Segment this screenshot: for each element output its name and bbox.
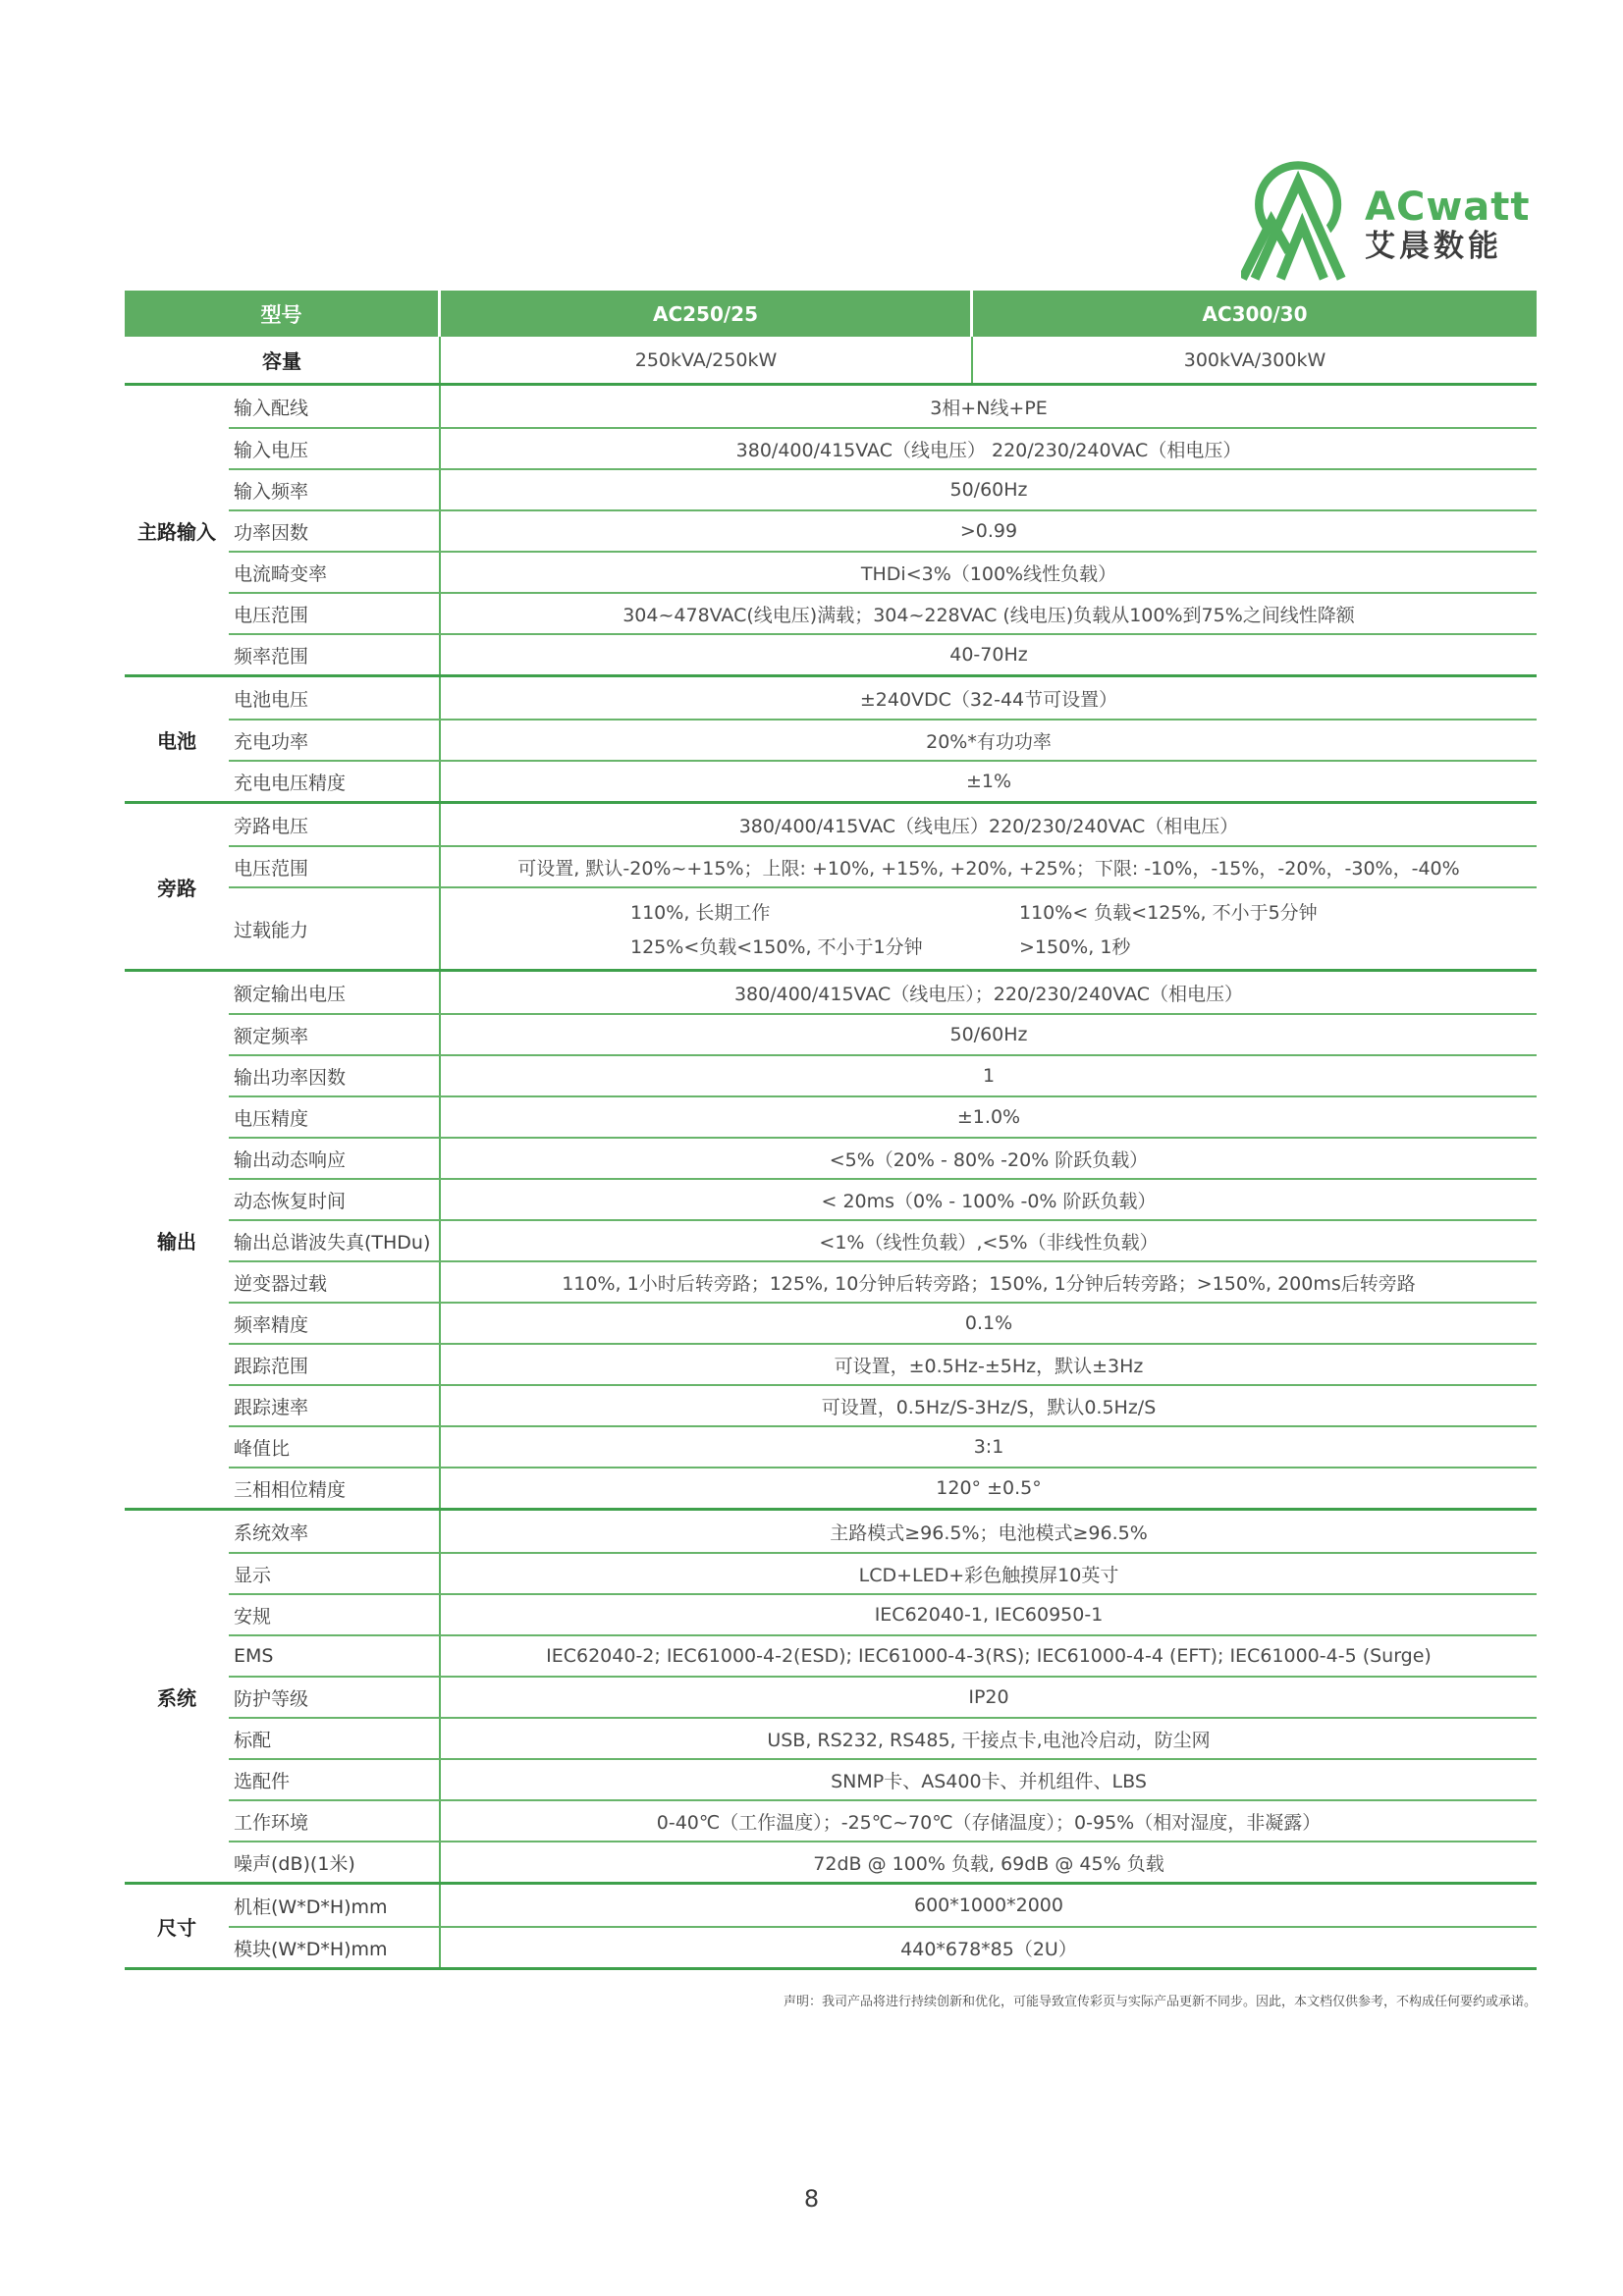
- mountain-circle-logo-icon: [1241, 157, 1351, 283]
- overload-line: >150%, 1秒: [1019, 936, 1131, 958]
- spec-label: 充电功率: [229, 721, 441, 760]
- table-row: [229, 719, 1537, 760]
- spec-label: 防护等级: [229, 1678, 441, 1717]
- page-number: 8: [803, 2185, 820, 2213]
- table-row: [229, 1302, 1537, 1343]
- spec-value: 50/60Hz: [949, 479, 1028, 501]
- group-rows: [229, 804, 1537, 969]
- table-row: [229, 1343, 1537, 1384]
- spec-value: 50/60Hz: [949, 1024, 1028, 1045]
- header-model-label: 型号: [125, 291, 441, 337]
- group-label: 电池: [157, 728, 196, 753]
- spec-value: 0-40℃（工作温度）；-25℃~70℃（存储温度）；0-95%（相对湿度，非凝露）: [656, 1811, 1322, 1834]
- acwatt-logo: [1241, 155, 1531, 285]
- spec-value: 可设置，0.5Hz/S-3Hz/S，默认0.5Hz/S: [821, 1396, 1157, 1418]
- spec-label: 峰值比: [229, 1427, 441, 1467]
- group-rows: [229, 677, 1537, 801]
- spec-value: IP20: [968, 1686, 1009, 1708]
- overload-line: 110%< 负载<125%, 不小于5分钟: [1019, 902, 1318, 924]
- spec-label: 噪声(dB)(1米): [229, 1842, 441, 1882]
- table-row: [229, 386, 1537, 427]
- spec-label: EMS: [229, 1636, 441, 1676]
- group-label: 尺寸: [157, 1915, 196, 1940]
- spec-value: <1%（线性负载）,<5%（非线性负载）: [819, 1231, 1159, 1254]
- logo-text: [1365, 187, 1531, 266]
- table-group: [125, 677, 1537, 804]
- table-row: [229, 1717, 1537, 1758]
- brand-name: ACwatt: [1365, 185, 1531, 230]
- spec-value: 主路模式≥96.5%；电池模式≥96.5%: [830, 1522, 1148, 1544]
- spec-value: 3:1: [973, 1436, 1004, 1458]
- table-row: [229, 592, 1537, 633]
- table-row: [229, 1758, 1537, 1799]
- spec-label: 过载能力: [229, 888, 441, 969]
- spec-value: USB, RS232, RS485, 干接点卡,电池冷启动，防尘网: [767, 1729, 1211, 1751]
- spec-value: ±1.0%: [956, 1106, 1021, 1128]
- group-rows: [229, 1885, 1537, 1967]
- spec-value: SNMP卡、AS400卡、并机组件、LBS: [831, 1770, 1147, 1792]
- group-label: 系统: [157, 1685, 196, 1710]
- spec-value: < 20ms（0% - 100% -0% 阶跃负载）: [821, 1190, 1157, 1212]
- table-row: [229, 1676, 1537, 1717]
- spec-value: 120° ±0.5°: [936, 1477, 1042, 1499]
- spec-value: IEC62040-1, IEC60950-1: [874, 1604, 1104, 1626]
- spec-label: 充电电压精度: [229, 762, 441, 801]
- spec-value: 380/400/415VAC（线电压）；220/230/240VAC（相电压）: [733, 983, 1244, 1005]
- spec-label: 系统效率: [229, 1511, 441, 1552]
- capacity-value-ac250: 250kVA/250kW: [441, 337, 973, 383]
- table-row: [229, 1219, 1537, 1260]
- spec-label: 逆变器过载: [229, 1262, 441, 1302]
- capacity-label: 容量: [125, 337, 441, 383]
- spec-value: 3相+N线+PE: [930, 397, 1048, 419]
- spec-value: <5%（20% - 80% -20% 阶跃负载）: [829, 1148, 1149, 1171]
- spec-value: 380/400/415VAC（线电压） 220/230/240VAC（相电压）: [735, 439, 1242, 461]
- spec-value: 可设置，±0.5Hz-±5Hz，默认±3Hz: [834, 1355, 1144, 1377]
- spec-table: [125, 291, 1537, 1970]
- spec-label: 电压范围: [229, 847, 441, 886]
- overload-line: 110%, 长期工作: [630, 902, 771, 924]
- capacity-value-ac300: 300kVA/300kW: [1183, 348, 1326, 371]
- group-label: 输出: [157, 1229, 196, 1254]
- spec-value: >0.99: [959, 520, 1018, 542]
- spec-label: 旁路电压: [229, 804, 441, 845]
- table-group: [125, 1511, 1537, 1885]
- table-row: [229, 1634, 1537, 1676]
- table-row: [229, 677, 1537, 719]
- table-group: [125, 1885, 1537, 1970]
- spec-label: 频率精度: [229, 1304, 441, 1343]
- table-row: [229, 1799, 1537, 1841]
- table-row: [229, 427, 1537, 468]
- disclaimer-text: 声明：我司产品将进行持续创新和优化，可能导致宣传彩页与实际产品更新不同步。因此，本文档仅供参考，不构成任何要约或承诺。: [783, 1995, 1537, 2009]
- spec-label: 选配件: [229, 1760, 441, 1799]
- spec-value: THDi<3%（100%线性负载）: [860, 562, 1117, 585]
- group-label: 主路输入: [137, 519, 216, 544]
- spec-label: 额定频率: [229, 1015, 441, 1054]
- table-row: [229, 1926, 1537, 1967]
- spec-label: 频率范围: [229, 635, 441, 674]
- table-row: [229, 1013, 1537, 1054]
- table-row: [229, 551, 1537, 592]
- table-row: [229, 760, 1537, 801]
- spec-label: 三相相位精度: [229, 1468, 441, 1508]
- spec-value-overload: [441, 888, 1537, 969]
- table-row: [229, 1885, 1537, 1926]
- table-row: [229, 1260, 1537, 1302]
- spec-label: 标配: [229, 1719, 441, 1758]
- spec-value: 可设置, 默认-20%~+15%；上限: +10%, +15%, +20%, +25%；下限: -10%，-15%，-20%，-30%，-40%: [517, 857, 1460, 880]
- spec-value: LCD+LED+彩色触摸屏10英寸: [858, 1564, 1119, 1586]
- table-group: [125, 804, 1537, 972]
- table-row: [229, 1552, 1537, 1593]
- spec-value: ±240VDC（32-44节可设置）: [859, 688, 1118, 711]
- table-row: [229, 1511, 1537, 1552]
- spec-value: 304~478VAC(线电压)满载；304~228VAC (线电压)负载从100%到75%之间线性降额: [622, 604, 1355, 626]
- spec-label: 输出功率因数: [229, 1056, 441, 1095]
- spec-value: 1: [982, 1065, 996, 1087]
- spec-label: 工作环境: [229, 1801, 441, 1841]
- header-model-ac250: AC250/25: [441, 291, 973, 337]
- spec-value: 72dB @ 100% 负载, 69dB @ 45% 负载: [813, 1852, 1164, 1875]
- spec-value: 0.1%: [964, 1312, 1013, 1334]
- spec-label: 电流畸变率: [229, 553, 441, 592]
- brand-name-chinese: 艾晨数能: [1365, 229, 1502, 264]
- spec-value: IEC62040-2; IEC61000-4-2(ESD); IEC61000-4-3(RS); IEC61000-4-4 (EFT); IEC61000-4-5 (Surge): [546, 1645, 1432, 1667]
- table-row: [229, 1841, 1537, 1882]
- group-label: 旁路: [157, 876, 196, 900]
- table-group: [125, 972, 1537, 1511]
- spec-label: 跟踪速率: [229, 1386, 441, 1425]
- spec-value: 40-70Hz: [949, 644, 1028, 666]
- spec-label: 额定输出电压: [229, 972, 441, 1013]
- capacity-row: [125, 337, 1537, 386]
- spec-label: 输出总谐波失真(THDu): [229, 1221, 441, 1260]
- group-rows: [229, 972, 1537, 1508]
- table-row: [229, 1095, 1537, 1137]
- table-row: [229, 1178, 1537, 1219]
- table-row: [229, 633, 1537, 674]
- table-header-row: [125, 291, 1537, 337]
- spec-label: 电压精度: [229, 1097, 441, 1137]
- table-row: [229, 1384, 1537, 1425]
- spec-label: 输入配线: [229, 386, 441, 427]
- spec-label: 机柜(W*D*H)mm: [229, 1885, 441, 1926]
- spec-label: 输入频率: [229, 470, 441, 509]
- table-row: [229, 972, 1537, 1013]
- spec-label: 电压范围: [229, 594, 441, 633]
- spec-value: 380/400/415VAC（线电压）220/230/240VAC（相电压）: [738, 815, 1239, 837]
- spec-label: 跟踪范围: [229, 1345, 441, 1384]
- table-row: [229, 886, 1537, 969]
- spec-label: 输入电压: [229, 429, 441, 468]
- table-row: [229, 468, 1537, 509]
- spec-value: 20%*有功功率: [926, 730, 1052, 753]
- overload-column-right: [1019, 898, 1537, 959]
- overload-line: 125%<负载<150%, 不小于1分钟: [630, 936, 923, 958]
- spec-value: 440*678*85（2U）: [900, 1938, 1077, 1960]
- table-group: [125, 386, 1537, 677]
- group-rows: [229, 386, 1537, 674]
- spec-label: 安规: [229, 1595, 441, 1634]
- table-row: [229, 1425, 1537, 1467]
- group-rows: [229, 1511, 1537, 1882]
- table-row: [229, 1593, 1537, 1634]
- spec-label: 电池电压: [229, 677, 441, 719]
- spec-label: 功率因数: [229, 511, 441, 551]
- spec-label: 动态恢复时间: [229, 1180, 441, 1219]
- spec-label: 输出动态响应: [229, 1139, 441, 1178]
- spec-label: 显示: [229, 1554, 441, 1593]
- table-body: [125, 386, 1537, 1970]
- table-row: [229, 509, 1537, 551]
- table-row: [229, 1467, 1537, 1508]
- spec-value: 110%, 1小时后转旁路；125%, 10分钟后转旁路；150%, 1分钟后转旁路；>150%, 200ms后转旁路: [562, 1272, 1416, 1295]
- spec-value: 600*1000*2000: [914, 1895, 1063, 1916]
- header-model-ac300: AC300/30: [1202, 301, 1308, 326]
- spec-label: 模块(W*D*H)mm: [229, 1928, 441, 1967]
- table-row: [229, 1137, 1537, 1178]
- overload-column-left: [630, 898, 1019, 959]
- table-row: [229, 1054, 1537, 1095]
- spec-value: ±1%: [965, 771, 1012, 792]
- table-row: [229, 804, 1537, 845]
- table-row: [229, 845, 1537, 886]
